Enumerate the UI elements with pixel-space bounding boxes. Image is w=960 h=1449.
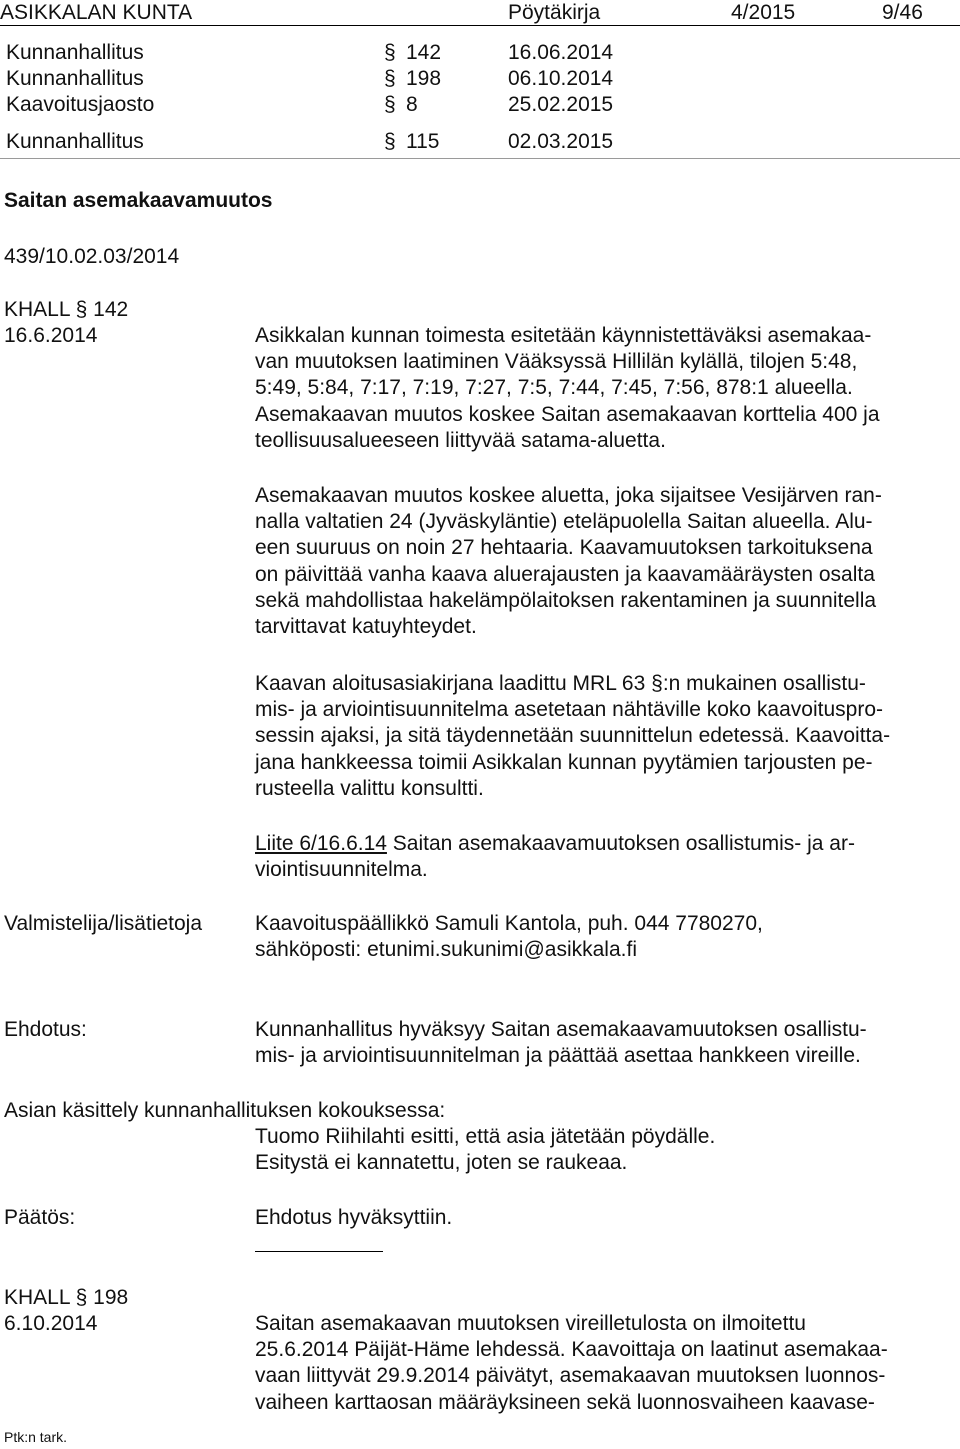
- history-num: 142: [406, 41, 442, 64]
- preparer-label: Valmistelija/lisätietoja: [4, 912, 203, 935]
- meeting-text: Tuomo Riihilahti esitti, että asia jätetään pöydälle. Esitystä ei kannatettu, joten se raukeaa.: [255, 1125, 716, 1175]
- section-sign: §: [75, 298, 88, 321]
- history-date: 16.06.2014: [508, 41, 614, 64]
- history-body: Kunnanhallitus: [6, 41, 144, 64]
- diary-number: 439/10.02.03/2014: [4, 245, 180, 268]
- khall-date: 6.10.2014: [4, 1312, 98, 1335]
- khall-label: KHALL § 198: [4, 1286, 129, 1309]
- history-date: 02.03.2015: [508, 130, 614, 153]
- history-num: 198: [406, 67, 442, 90]
- issue-number: 4/2015: [731, 1, 796, 24]
- paragraph-intro: Asikkalan kunnan toimesta esitetään käynnistettäväksi asemakaa- van muutoksen laatiminen Vääksyssä Hillilän kylällä, tilojen 5:48, 5:49, 5:84, 7:17, 7:19, 7:27, 7:5, 7:44, 7:45, 7:56, 878:1 alueella. Asemakaavan muutos koskee Saitan asemakaavan korttelia 400 ja teollisuusalueeseen liittyvää satama-aluetta.: [255, 324, 880, 452]
- khall-date: 16.6.2014: [4, 324, 98, 347]
- paragraph-area: Asemakaavan muutos koskee aluetta, joka sijaitsee Vesijärven ran- nalla valtatien 24 (Jyväskyläntie) eteläpuolella Saitan alueella. Alu- een suuruus on noin 27 hehtaaria. Kaavamuutoksen tarkoituksena on päivittää vanha kaava aluerajausten ja kaavamääräysten osalta sekä mahdollistaa hakelämpölaitoksen rakentaminen ja suunnitella tarvittavat katuyhteydet.: [255, 484, 882, 639]
- paragraph-announcement: Saitan asemakaavan muutoksen vireilletulosta on ilmoitettu 25.6.2014 Päijät-Häme lehdessä. Kaavoittaja on laatinut asemakaa- vaan liittyvät 29.9.2014 päivätyt, asemakaavan muutoksen luonnos- vaiheen karttaosan määräyksineen sekä luonnosvaiheen kaavase-: [255, 1312, 888, 1414]
- section-sign: §: [384, 93, 396, 116]
- proposal-text: Kunnanhallitus hyväksyy Saitan asemakaavamuutoksen osallistu- mis- ja arviointisuunnitelman ja päättää asettaa hankkeen vireille.: [255, 1018, 867, 1068]
- history-divider: [0, 158, 960, 159]
- history-date: 25.02.2015: [508, 93, 614, 116]
- decision-text: Ehdotus hyväksyttiin.: [255, 1206, 453, 1229]
- attachment-link[interactable]: Liite 6/16.6.14: [255, 832, 387, 855]
- proposal-label: Ehdotus:: [4, 1018, 87, 1041]
- footer-checker: Ptk:n tark.: [4, 1429, 68, 1445]
- khall-label: KHALL § 142: [4, 298, 129, 321]
- khall-number: 198: [93, 1286, 129, 1309]
- decision-label: Päätös:: [4, 1206, 76, 1229]
- section-sign: §: [384, 130, 396, 153]
- header-divider: [0, 25, 960, 26]
- attachment-paragraph: Liite 6/16.6.14 Saitan asemakaavamuutoksen osallistumis- ja ar- viointisuunnitelma.: [255, 832, 855, 882]
- matter-title: Saitan asemakaavamuutos: [4, 189, 273, 212]
- history-num: 8: [406, 93, 418, 116]
- document-type: Pöytäkirja: [508, 1, 601, 24]
- preparer-info: Kaavoituspäällikkö Samuli Kantola, puh. 044 7780270, sähköposti: etunimi.sukunimi@asikkala.fi: [255, 912, 763, 962]
- page-number: 9/46: [882, 1, 923, 24]
- khall-number: 142: [93, 298, 129, 321]
- history-date: 06.10.2014: [508, 67, 614, 90]
- section-sign: §: [384, 41, 396, 64]
- section-sign: §: [75, 1286, 88, 1309]
- meeting-label: Asian käsittely kunnanhallituksen kokouksessa:: [4, 1099, 446, 1122]
- signature-line: [255, 1251, 383, 1252]
- section-sign: §: [651, 672, 663, 695]
- section-sign: §: [384, 67, 396, 90]
- history-num: 115: [406, 130, 440, 153]
- history-body: Kaavoitusjaosto: [6, 93, 155, 116]
- history-body: Kunnanhallitus: [6, 130, 144, 153]
- municipality-name: ASIKKALAN KUNTA: [0, 1, 193, 24]
- paragraph-plan: Kaavan aloitusasiakirjana laadittu MRL 63 §:n mukainen osallistu- mis- ja arviointisuunnitelma asetetaan nähtäville koko kaavoituspro- sessin ajaksi, ja sitä täydennetään suunnittelun edetessä. Kaavoitta- jana hankkeessa toimii Asikkalan kunnan pyytämien tarjousten pe- rusteella valittu konsultti.: [255, 672, 891, 800]
- history-body: Kunnanhallitus: [6, 67, 144, 90]
